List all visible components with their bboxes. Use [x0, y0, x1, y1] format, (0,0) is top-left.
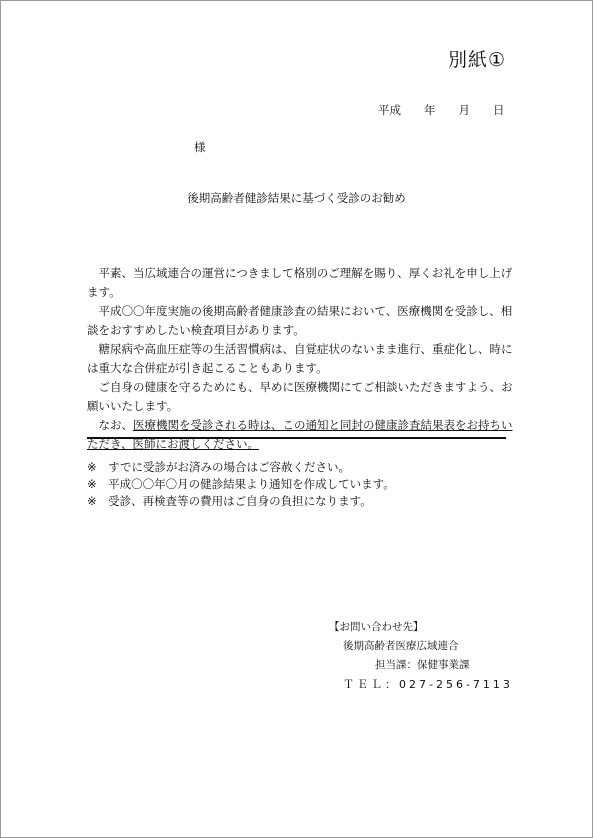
note-item: ※ 平成〇〇年〇月の健診結果より通知を作成しています。	[87, 477, 395, 491]
document-title: 後期高齢者健診結果に基づく受診のお勧め	[187, 191, 406, 205]
attachment-label: 別紙①	[447, 49, 506, 71]
instruction-lead: なお、	[98, 418, 133, 432]
note-item: ※ 受診、再検査等の費用はご自身の負担になります。	[87, 494, 372, 508]
recipient-suffix: 様	[194, 140, 206, 154]
contact-department: 担当課：保健事業課	[375, 659, 470, 671]
contact-tel: ＴＥＬ：027-256-7113	[343, 678, 513, 691]
instruction-underlined: 医療機関を受診される時は、この通知と同封の健康診査結果表をお持ちいただき、医師にお渡しください。	[87, 418, 513, 451]
contact-heading: 【お問い合わせ先】	[329, 621, 424, 633]
contact-block	[329, 618, 513, 694]
contact-organization: 後期高齢者医療広域連合	[343, 640, 459, 652]
letter-body	[87, 264, 515, 454]
paragraph-checkup-result: 平成〇〇年度実施の後期高齢者健康診査の結果において、医療機関を受診し、相談をおすすめしたい検査項目があります。	[87, 304, 513, 337]
notes-list	[87, 459, 517, 510]
note-item: ※ すでに受診がお済みの場合はご容赦ください。	[87, 460, 350, 474]
paragraph-lifestyle-disease: 糖尿病や高血圧症等の生活習慣病は、自覚症状のないまま進行、重症化し、時には重大な合併症が引き起こることもあります。	[87, 342, 513, 375]
paragraph-instruction	[87, 416, 515, 454]
emphasis-underline	[87, 437, 506, 439]
date-line: 平成 年 月 日	[378, 103, 505, 117]
paragraph-greeting: 平素、当広域連合の運営につきまして格別のご理解を賜り、厚くお礼を申し上げます。	[87, 266, 513, 299]
paragraph-request: ご自身の健康を守るためにも、早めに医療機関にてご相談いただきますよう、お願いいたします。	[87, 380, 513, 413]
